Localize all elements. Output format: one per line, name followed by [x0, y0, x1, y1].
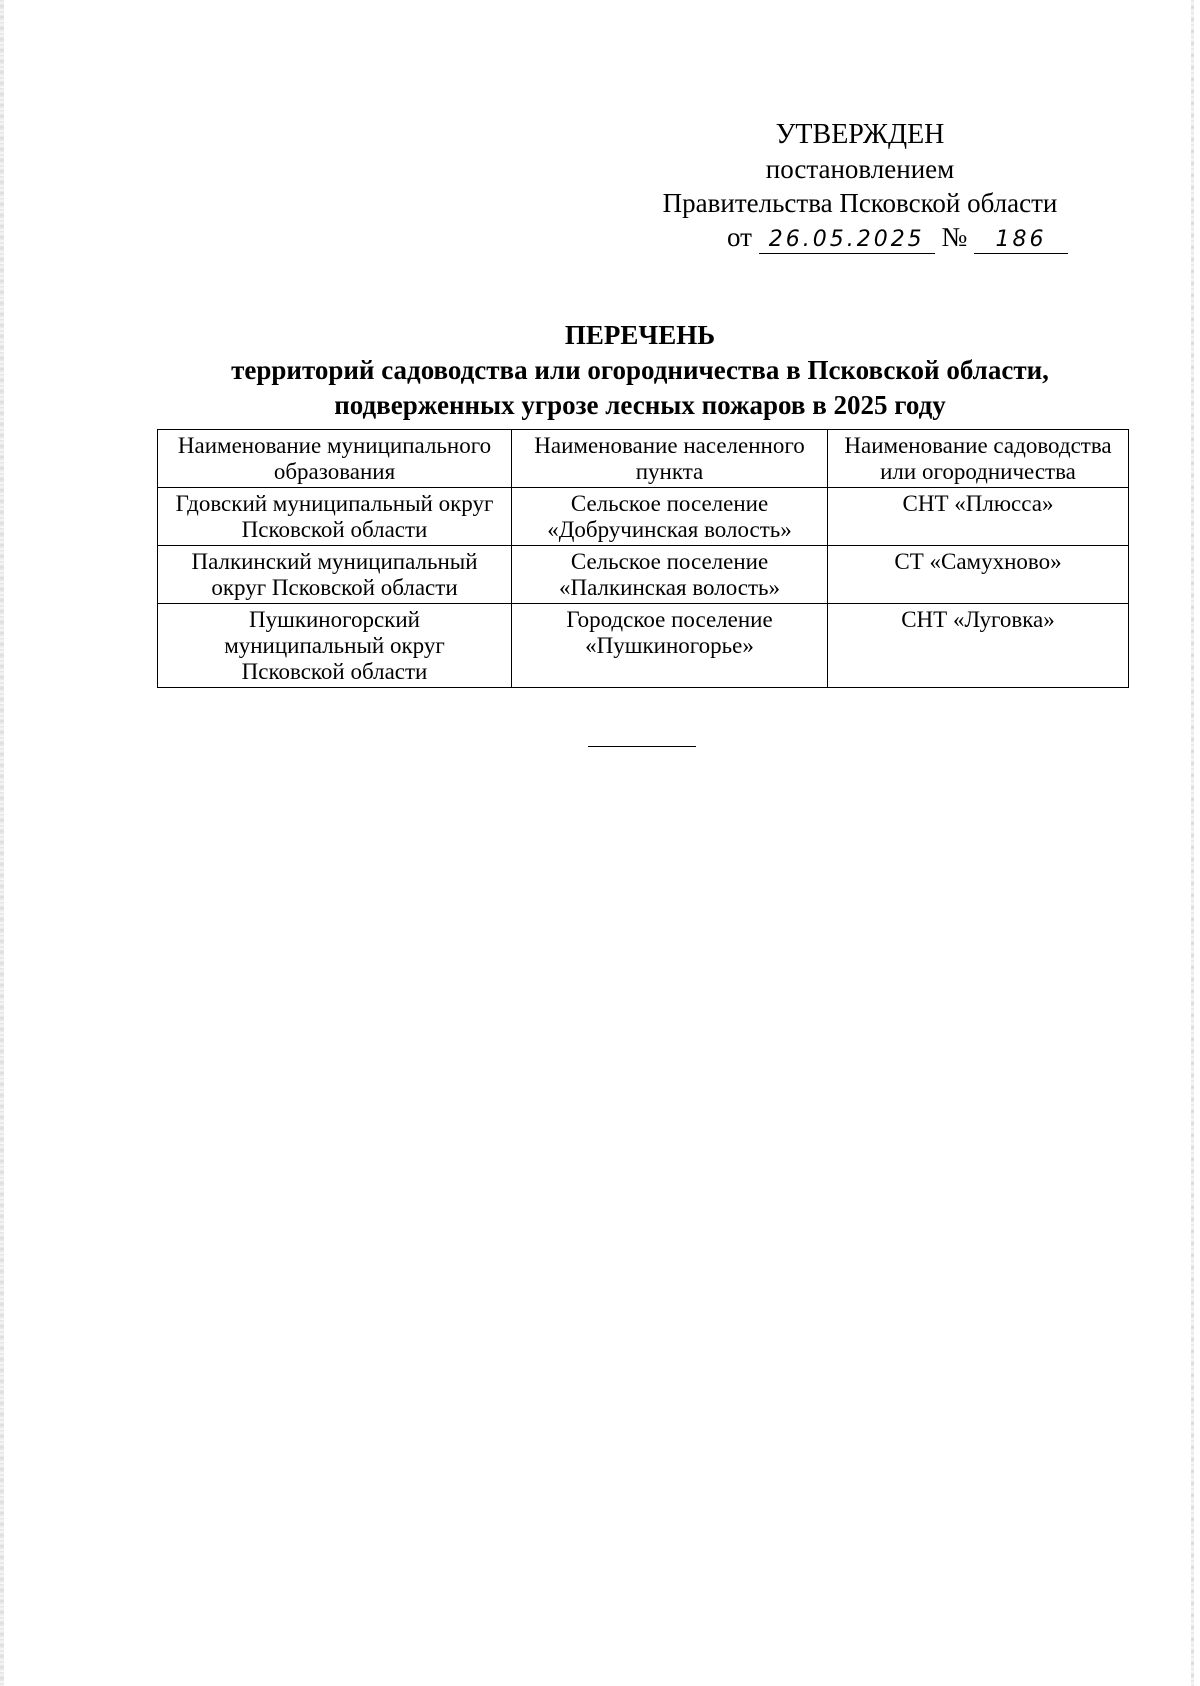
table-row — [158, 604, 1129, 688]
cell-settlement: Сельское поселение «Добручинская волость» — [512, 488, 828, 546]
date-prefix: от — [727, 222, 752, 252]
header-garden-association: Наименование садоводства или огородничества — [828, 430, 1129, 488]
cell-garden-association: СНТ «Луговка» — [828, 604, 1129, 688]
cell-garden-association: СТ «Самухново» — [828, 546, 1129, 604]
table-header-row — [158, 430, 1129, 488]
decree-date-line — [727, 220, 1068, 254]
cell-municipality: Палкинский муниципальный округ Псковской области — [158, 546, 512, 604]
title-line-2: подверженных угрозе лесных пожаров в 2025 году — [334, 390, 946, 420]
header-municipality: Наименование муниципального образования — [158, 430, 512, 488]
approval-stamp-block — [600, 118, 1120, 220]
decree-date-handwritten: 26.05.2025 — [759, 227, 935, 254]
table-row — [158, 546, 1129, 604]
decree-number-handwritten: 186 — [974, 227, 1068, 254]
scan-edge-left — [0, 0, 4, 1686]
cell-municipality: Пушкиногорский муниципальный округ Псковской области — [158, 604, 512, 688]
cell-garden-association: СНТ «Плюсса» — [828, 488, 1129, 546]
table-row — [158, 488, 1129, 546]
scan-edge-right — [1191, 0, 1194, 1686]
header-settlement: Наименование населенного пункта — [512, 430, 828, 488]
cell-settlement: Городское поселение «Пушкиногорье» — [512, 604, 828, 688]
approved-by-label: постановлением — [765, 154, 955, 184]
number-sign: № — [941, 222, 968, 252]
territories-table — [157, 429, 1129, 688]
approving-authority: Правительства Псковской области — [662, 188, 1058, 218]
document-title — [140, 318, 1140, 423]
title-heading: ПЕРЕЧЕНЬ — [564, 320, 716, 350]
approved-label: УТВЕРЖДЕН — [775, 119, 945, 150]
cell-municipality: Гдовский муниципальный округ Псковской области — [158, 488, 512, 546]
title-line-1: территорий садоводства или огородничества в Псковской области, — [231, 355, 1049, 385]
end-of-document-rule — [588, 746, 696, 747]
cell-settlement: Сельское поселение «Палкинская волость» — [512, 546, 828, 604]
